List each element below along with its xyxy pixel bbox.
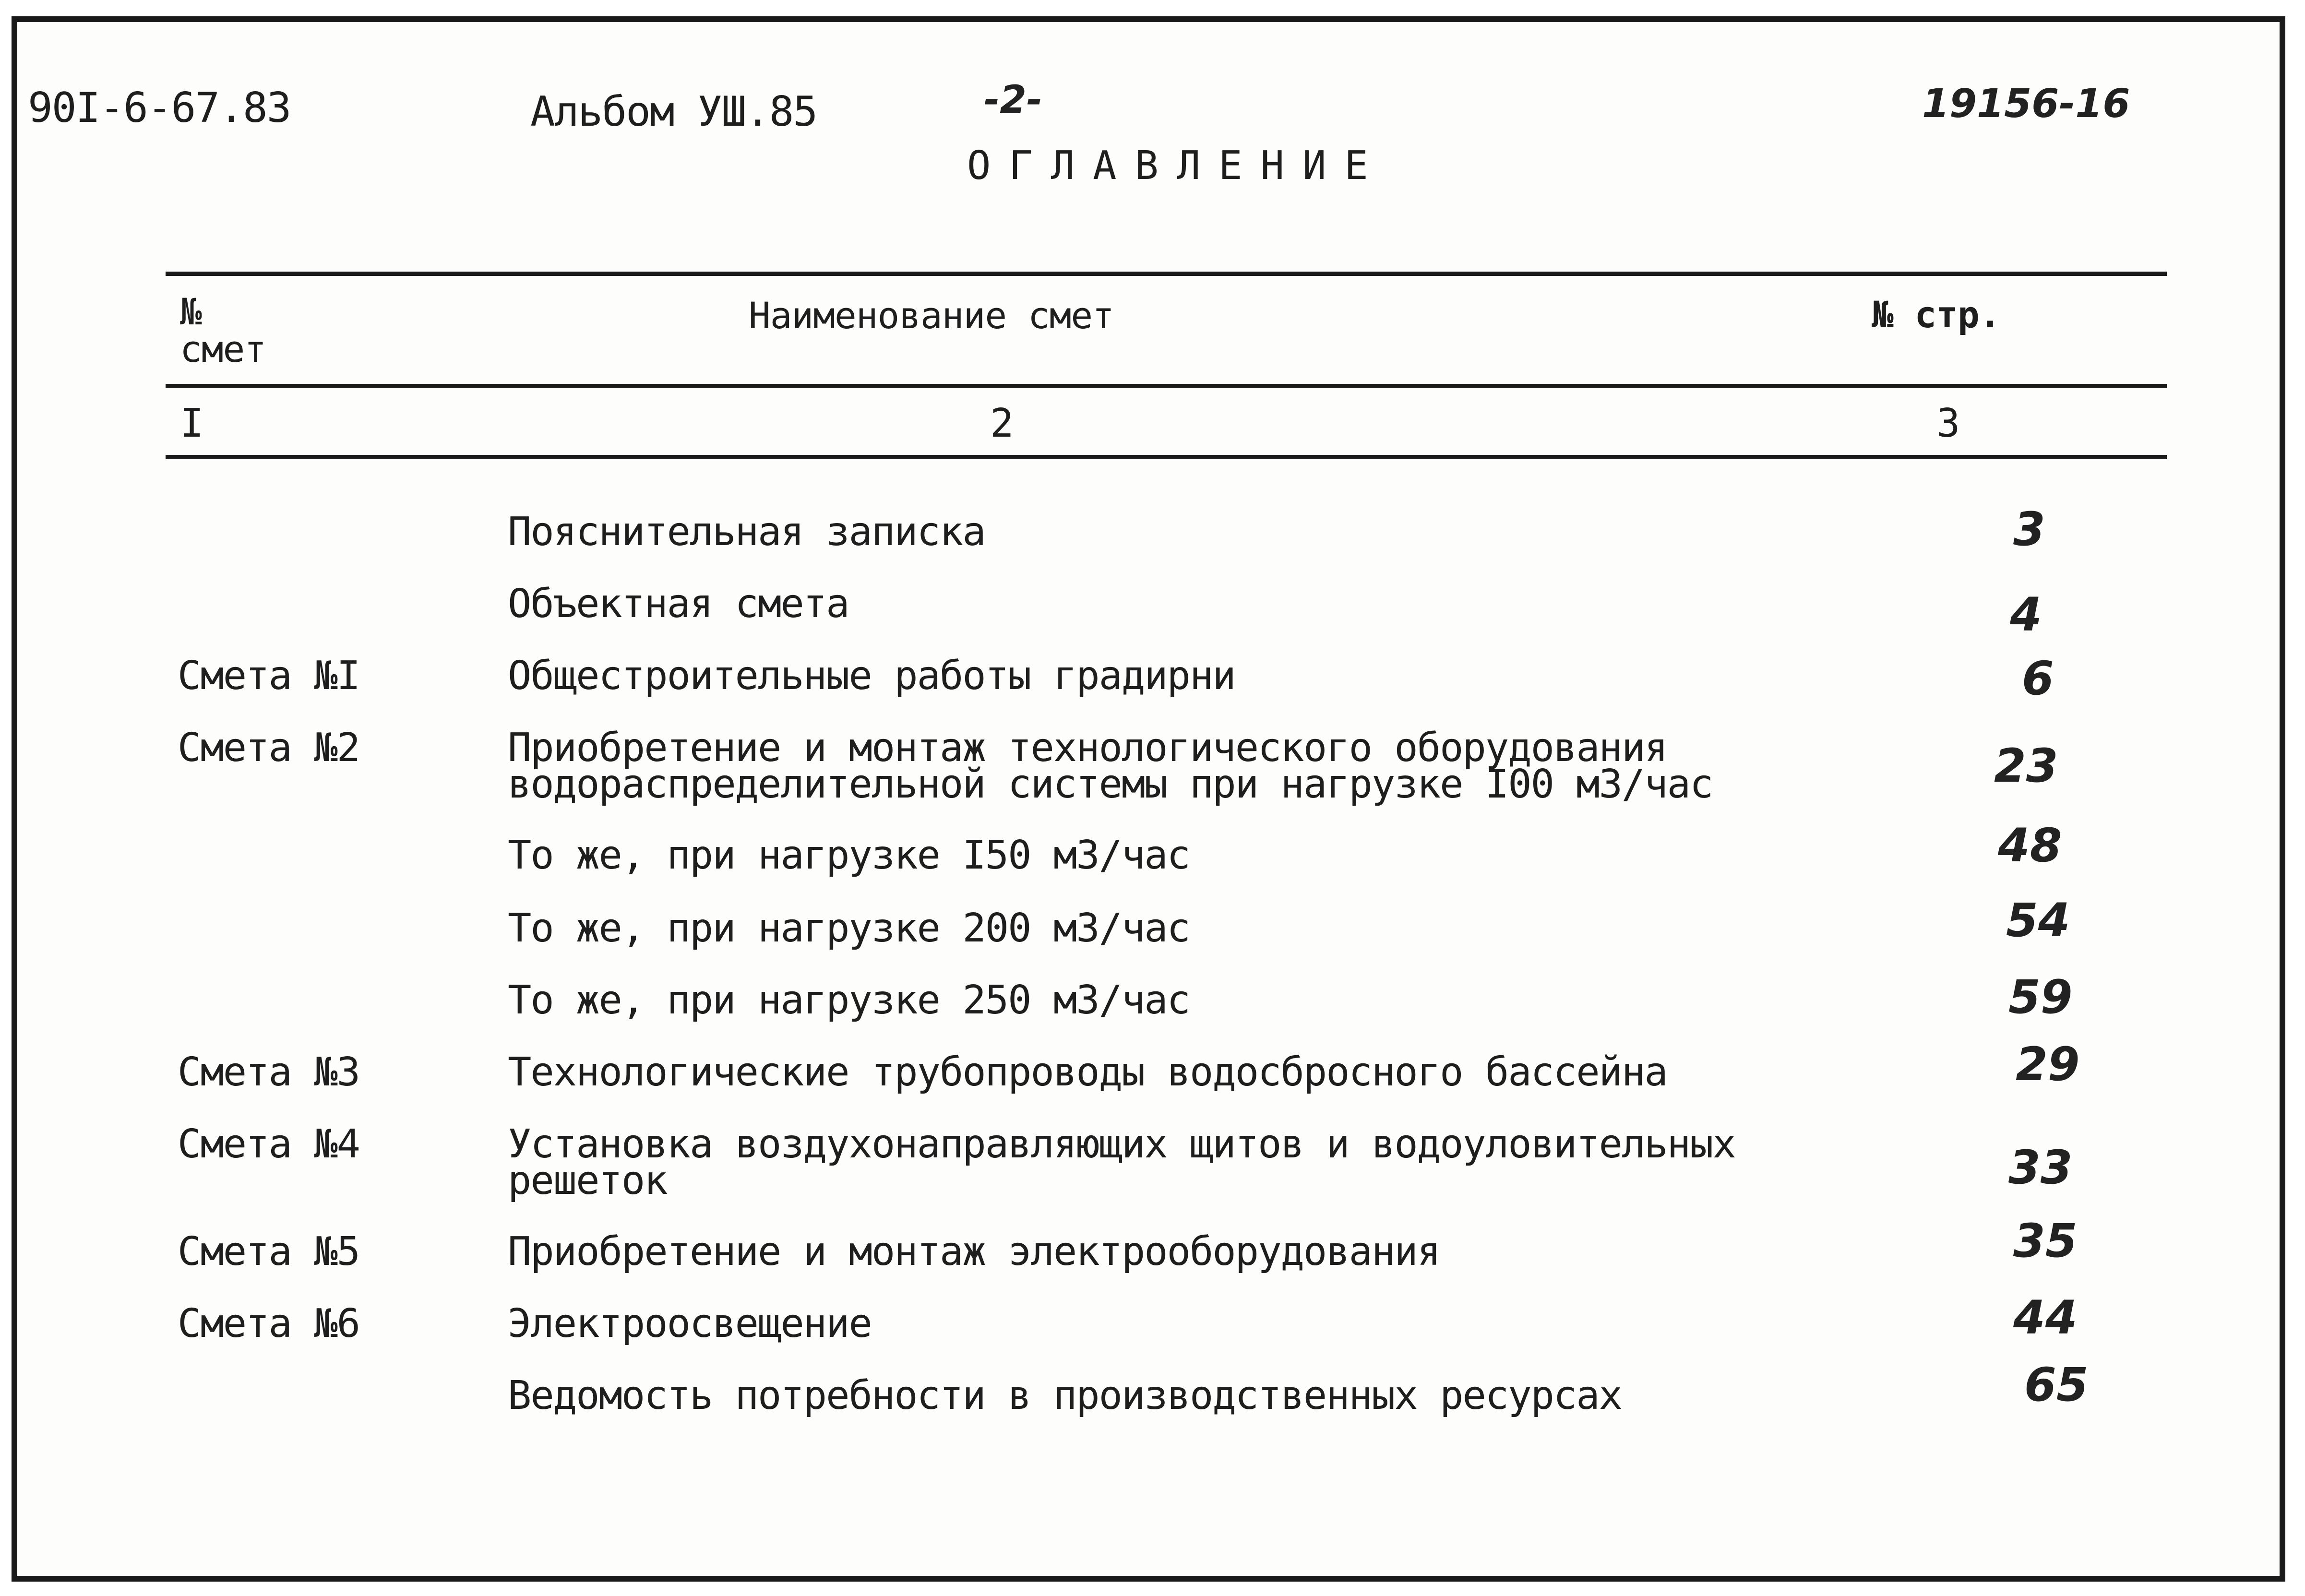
row-10-name: Приобретение и монтаж электрооборудования <box>508 1229 1440 1274</box>
row-12-name: Ведомость потребности в производственных ресурсах <box>508 1373 1622 1418</box>
row-3-smeta: Смета №I <box>178 653 359 699</box>
column-header-number-line2: смет <box>180 328 266 370</box>
row-3-name: Общестроительные работы градирни <box>508 653 1235 699</box>
row-10-smeta: Смета №5 <box>178 1229 359 1274</box>
column-header-name: Наименование смет <box>749 294 1114 337</box>
row-8-smeta: Смета №3 <box>178 1049 359 1095</box>
row-8-name: Технологические трубопроводы водосбросного бассейна <box>508 1049 1667 1095</box>
table-top-rule <box>166 272 2167 276</box>
row-9-name-line2: решеток <box>508 1158 667 1203</box>
document-code: 90I-6-67.83 <box>28 84 291 132</box>
row-5-page: 48 <box>1998 819 2062 872</box>
row-2-page: 4 <box>2010 588 2042 642</box>
row-11-page: 44 <box>2013 1291 2078 1345</box>
row-6-name: То же, при нагрузке 200 м3/час <box>508 905 1190 951</box>
row-2-name: Объектная смета <box>508 581 849 627</box>
page-title: ОГЛАВЛЕНИЕ <box>967 143 1386 189</box>
row-8-page: 29 <box>2016 1037 2080 1091</box>
row-5-name: То же, при нагрузке I50 м3/час <box>508 833 1190 878</box>
page-number: -2- <box>984 77 1043 122</box>
row-7-name: То же, при нагрузке 250 м3/час <box>508 977 1190 1023</box>
row-9-smeta: Смета №4 <box>178 1121 359 1167</box>
inventory-stamp: 19156-16 <box>1922 81 2130 127</box>
row-4-name-line1: Приобретение и монтаж технологического оборудования <box>508 725 1667 771</box>
row-10-page: 35 <box>2013 1214 2078 1268</box>
header-rule <box>166 384 2167 388</box>
row-9-page: 33 <box>2008 1141 2073 1194</box>
row-12-page: 65 <box>2024 1358 2089 1412</box>
row-7-page: 59 <box>2008 970 2073 1024</box>
column-number-3: 3 <box>1936 401 1960 446</box>
row-4-name-line2: водораспределительной системы при нагрузке I00 м3/час <box>508 762 1713 807</box>
row-1-page: 3 <box>2013 502 2045 556</box>
row-6-page: 54 <box>2006 893 2070 947</box>
column-header-page: № стр. <box>1872 293 2001 336</box>
row-3-page: 6 <box>2022 652 2054 705</box>
row-4-page: 23 <box>1994 739 2058 793</box>
row-11-smeta: Смета №6 <box>178 1301 359 1346</box>
column-number-1: I <box>180 401 204 446</box>
row-11-name: Электроосвещение <box>508 1301 872 1346</box>
row-4-smeta: Смета №2 <box>178 725 359 771</box>
column-number-rule <box>166 455 2167 459</box>
column-number-2: 2 <box>990 401 1014 446</box>
album-label: Альбом УШ.85 <box>530 88 817 136</box>
row-1-name: Пояснительная записка <box>508 509 985 555</box>
row-9-name-line1: Установка воздухонаправляющих щитов и водоуловительных <box>508 1121 1735 1167</box>
column-header-number: № <box>180 290 202 333</box>
